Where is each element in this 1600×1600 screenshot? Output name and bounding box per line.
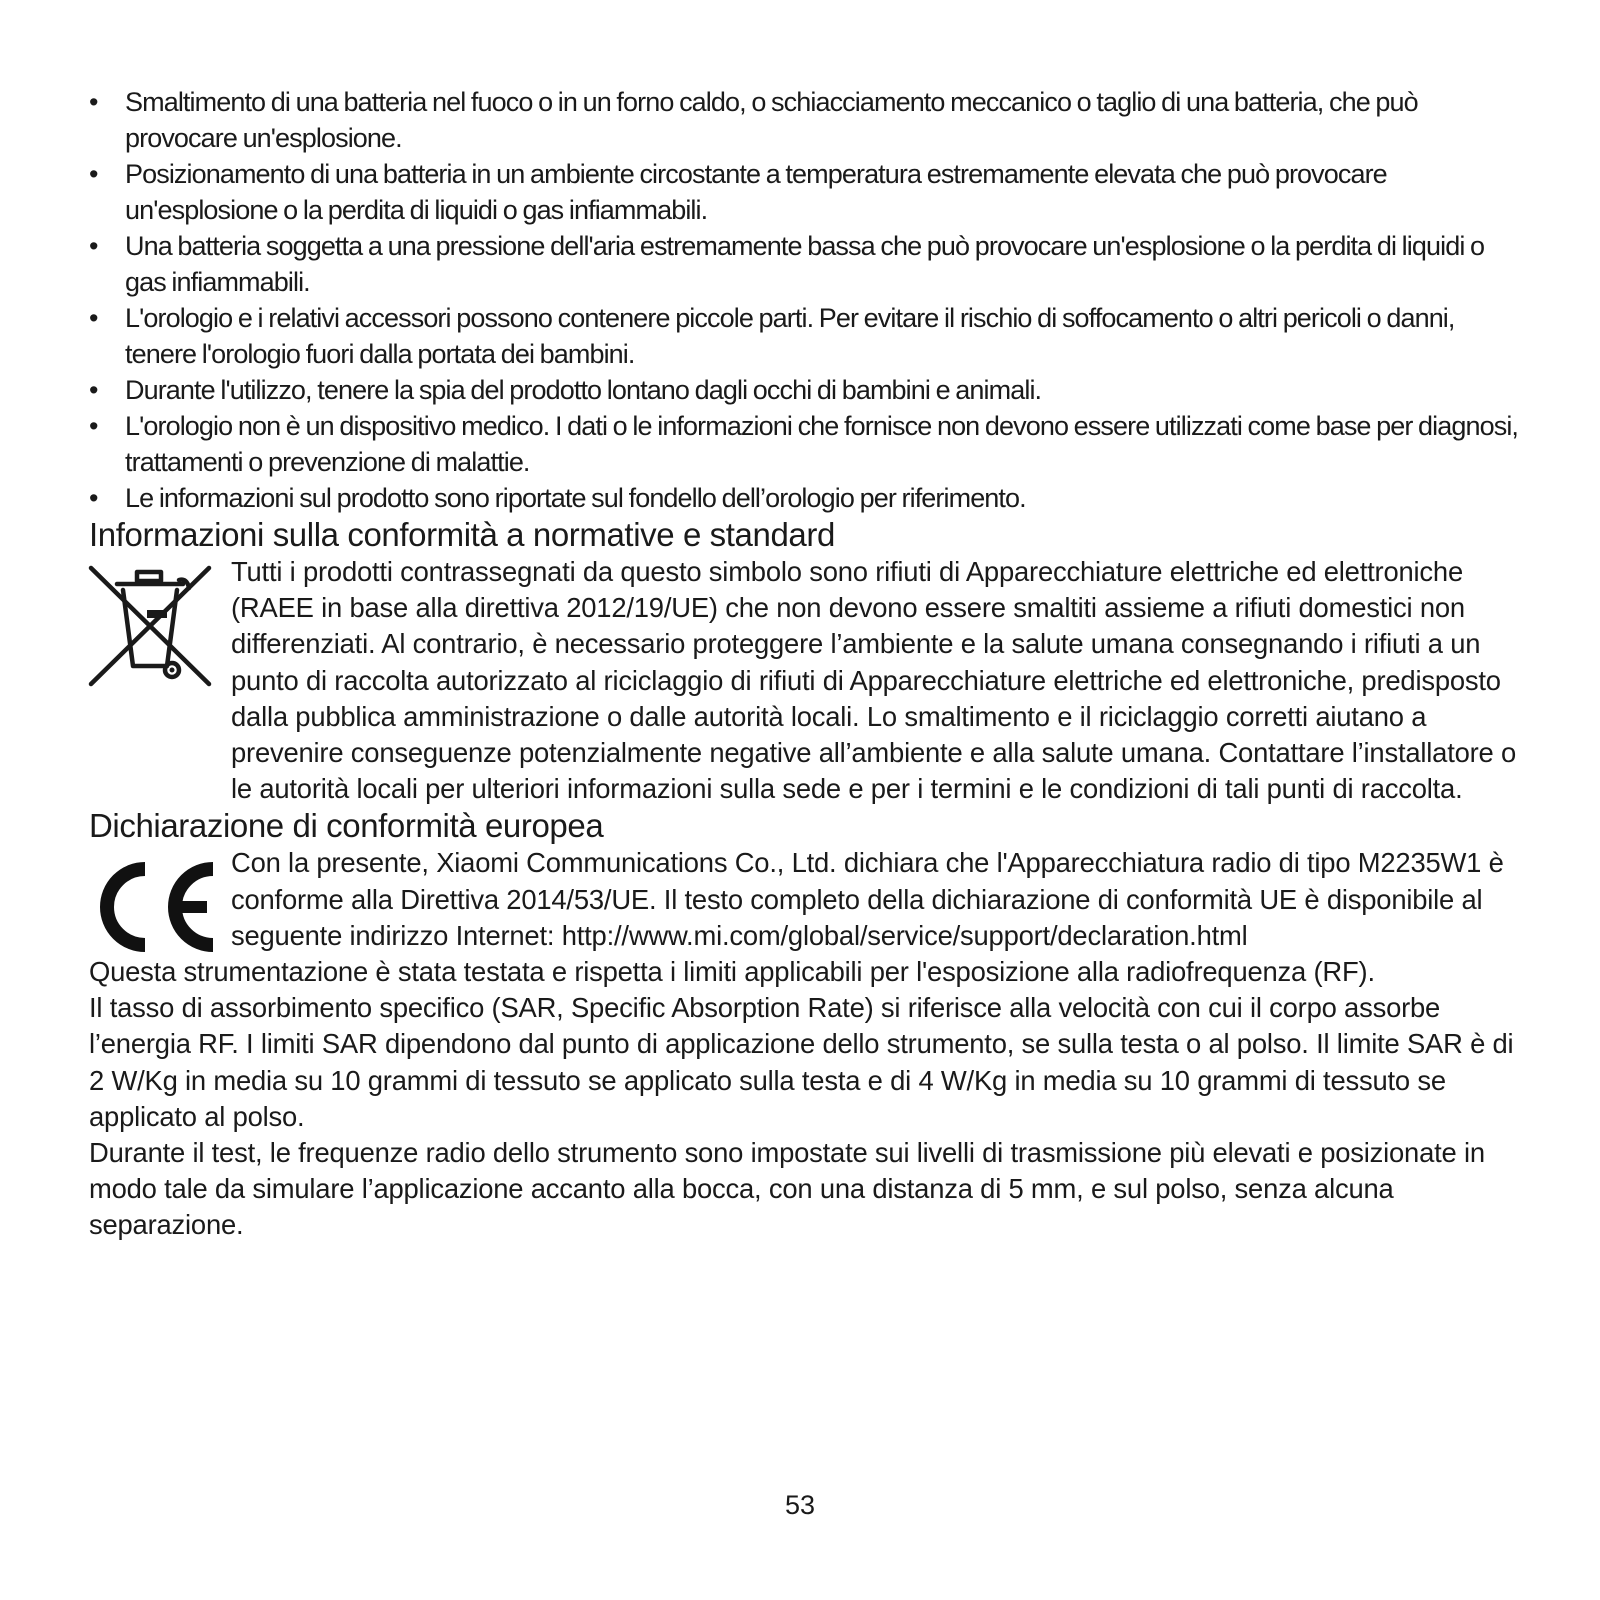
ce-section-title: Dichiarazione di conformità europea: [89, 807, 604, 845]
ce-mark-icon: [87, 857, 219, 957]
page-content: [89, 84, 1519, 1244]
list-item-text: Durante l'utilizzo, tenere la spia del prodotto lontano dagli occhi di bambini e animali.: [125, 375, 1042, 405]
list-item-text: Le informazioni sul prodotto sono riportate sul fondello dell’orologio per riferimento.: [125, 483, 1026, 513]
weee-crossed-bin-icon: [87, 558, 213, 688]
weee-section-title: Informazioni sulla conformità a normative e standard: [89, 516, 835, 553]
page-number: 53: [784, 1490, 816, 1520]
weee-section: [89, 554, 1519, 807]
list-item-text: L'orologio e i relativi accessori possono contenere piccole parti. Per evitare il rischio di soffocamento o altri pericoli o danni, tenere l'orologio fuori dalla portata dei bambini.: [125, 303, 1455, 369]
list-item-text: L'orologio non è un dispositivo medico. I dati o le informazioni che fornisce non devono essere utilizzati come base per diagnosi, trattamenti o prevenzione di malattie.: [125, 411, 1519, 477]
list-item-text: Una batteria soggetta a una pressione dell'aria estremamente bassa che può provocare un'esplosione o la perdita di liquidi o gas infiammabili.: [125, 231, 1485, 297]
list-item-text: Smaltimento di una batteria nel fuoco o in un forno caldo, o schiacciamento meccanico o taglio di una batteria, che può provocare un'esplosione.: [125, 87, 1418, 153]
ce-section-text: Con la presente, Xiaomi Communications Co., Ltd. dichiara che l'Apparecchiatura radio di tipo M2235W1 è conforme alla Direttiva 2014/53/UE. Il testo completo della dichiarazione di conformità UE è disponibile al seguente indirizzo Internet: http://www.mi.com/global/service/support/declaration.html: [231, 847, 1504, 951]
list-item: [89, 300, 1519, 372]
list-item: [89, 228, 1519, 300]
weee-section-text: Tutti i prodotti contrassegnati da questo simbolo sono rifiuti di Apparecchiature elettriche ed elettroniche (RAEE in base alla direttiva 2012/19/UE) che non devono essere smaltiti assieme a rifiuti domestici non differenziati. Al contrario, è necessario proteggere l’ambiente e la salute umana consegnando i rifiuti a un punto di raccolta autorizzato al riciclaggio di rifiuti di Apparecchiature elettriche ed elettroniche, predisposto dalla pubblica amministrazione o dalle autorità locali. Lo smaltimento e il riciclaggio corretti aiutano a prevenire conseguenze potenzialmente negative all’ambiente e alla salute umana. Contattare l’installatore o le autorità locali per ulteriori informazioni sulla sede e per i termini e le condizioni di tali punti di raccolta.: [231, 556, 1517, 805]
ce-section: [89, 845, 1519, 954]
bullet-glyph: •: [89, 87, 98, 117]
rf-exposure-paragraph: Questa strumentazione è stata testata e rispetta i limiti applicabili per l'esposizione alla radiofrequenza (RF).: [89, 956, 1375, 988]
list-item: [89, 372, 1519, 408]
sar-paragraph: Il tasso di assorbimento specifico (SAR, Specific Absorption Rate) si riferisce alla velocità con cui il corpo assorbe l’energia RF. I limiti SAR dipendono dal punto di applicazione dello strumento, se sulla testa o al polso. Il limite SAR è di 2 W/Kg in media su 10 grammi di tessuto se applicato sulla testa e di 4 W/Kg in media su 10 grammi di tessuto se applicato al polso.: [89, 992, 1514, 1132]
battery-warnings-list: [89, 84, 1519, 516]
bullet-glyph: •: [89, 483, 98, 513]
list-item: [89, 408, 1519, 480]
bullet-glyph: •: [89, 411, 98, 441]
list-item: [89, 480, 1519, 516]
bullet-glyph: •: [89, 303, 98, 333]
bullet-glyph: •: [89, 159, 98, 189]
bullet-glyph: •: [89, 375, 98, 405]
test-conditions-paragraph: Durante il test, le frequenze radio dello strumento sono impostate sui livelli di trasmissione più elevati e posizionate in modo tale da simulare l’applicazione accanto alla bocca, con una distanza di 5 mm, e sul polso, senza alcuna separazione.: [89, 1137, 1485, 1241]
list-item: [89, 156, 1519, 228]
list-item-text: Posizionamento di una batteria in un ambiente circostante a temperatura estremamente elevata che può provocare un'esplosione o la perdita di liquidi o gas infiammabili.: [125, 159, 1387, 225]
list-item: [89, 84, 1519, 156]
bullet-glyph: •: [89, 231, 98, 261]
